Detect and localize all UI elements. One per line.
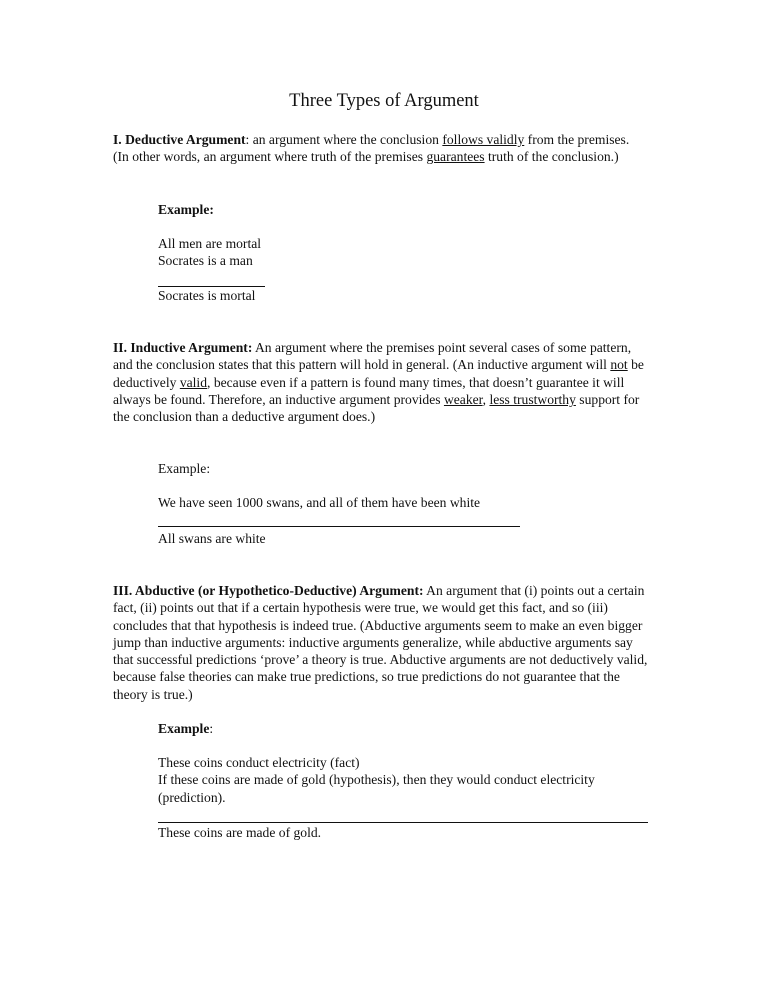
inductive-example	[158, 460, 210, 477]
abductive-conclusion	[158, 824, 321, 841]
inductive-conclusion-text: All swans are white	[158, 531, 266, 546]
abductive-heading: III. Abductive (or Hypothetico-Deductive) Argument:	[113, 583, 424, 598]
document-title: Three Types of Argument	[289, 91, 479, 111]
inductive-text-5: support for the conclusion than a deductive argument does.)	[113, 391, 640, 425]
abductive-example	[158, 720, 213, 737]
inductive-underline-not: not	[610, 357, 628, 373]
inductive-premise-text: We have seen 1000 swans, and all of them have been white	[158, 495, 481, 510]
abductive-text: An argument that (i) points out a certain fact, (ii) points out that if a certain hypothesis were true, we would get this fact, and so (iii) concludes that that hypothesis is indeed true. (Abductive arguments seem to make an even bigger jump than inductive arguments: inductive arguments generalize, while abductive arguments say that successful predictions ‘prove’ a theory is true. Abductive arguments are not deductively valid, because false theories can make true predictions, so true predictions do not guarantee that the theory is true.)	[113, 583, 648, 702]
deductive-conclusion-text: Socrates is mortal	[158, 288, 256, 303]
inductive-underline-valid: valid	[179, 374, 208, 390]
deductive-example	[158, 201, 214, 218]
abductive-definition	[113, 582, 653, 703]
inductive-conclusion	[158, 530, 266, 547]
inductive-heading: II. Inductive Argument:	[113, 340, 253, 355]
abductive-premises	[158, 754, 648, 806]
deductive-premises	[158, 235, 261, 270]
deductive-text-1: : an argument where the conclusion	[245, 132, 443, 147]
deductive-underline-guarantees: guarantees	[426, 149, 485, 165]
abductive-example-colon: :	[209, 721, 214, 736]
abductive-conclusion-rule	[158, 822, 648, 823]
inductive-underline-less-trustworthy: less trustworthy	[489, 391, 576, 407]
inductive-underline-weaker: weaker	[443, 391, 483, 407]
deductive-definition	[113, 131, 645, 166]
inductive-definition	[113, 339, 648, 425]
inductive-text-1: An argument where the premises point several cases of some pattern, and the conclusion states that this pattern will hold in general. (An inductive argument will	[113, 340, 632, 373]
inductive-example-label: Example:	[158, 461, 211, 476]
abductive-premise-1: These coins conduct electricity (fact)	[158, 755, 360, 770]
deductive-heading: I. Deductive Argument	[113, 132, 246, 147]
inductive-conclusion-rule	[158, 526, 520, 527]
abductive-example-label: Example	[158, 721, 210, 736]
inductive-premise	[158, 494, 480, 511]
deductive-underline-follows-validly: follows validly	[442, 132, 525, 147]
deductive-premise-2: Socrates is a man	[158, 253, 253, 269]
abductive-premise-2: If these coins are made of gold (hypothesis), then they would conduct electricity (prediction).	[158, 772, 595, 805]
inductive-text-4: ,	[482, 391, 490, 407]
deductive-premise-1: All men are mortal	[158, 236, 262, 251]
deductive-text-2: from the premises. (In other words, an argument where truth of the premises	[113, 132, 630, 165]
deductive-text-3: truth of the conclusion.)	[484, 149, 619, 165]
inductive-text-2: be deductively	[113, 357, 644, 390]
abductive-conclusion-text: These coins are made of gold.	[158, 825, 322, 840]
deductive-example-label: Example:	[158, 202, 214, 217]
deductive-conclusion	[158, 287, 255, 304]
inductive-text-3: , because even if a pattern is found many times, that doesn’t guarantee it will always be found. Therefore, an inductive argument provides	[113, 374, 625, 407]
